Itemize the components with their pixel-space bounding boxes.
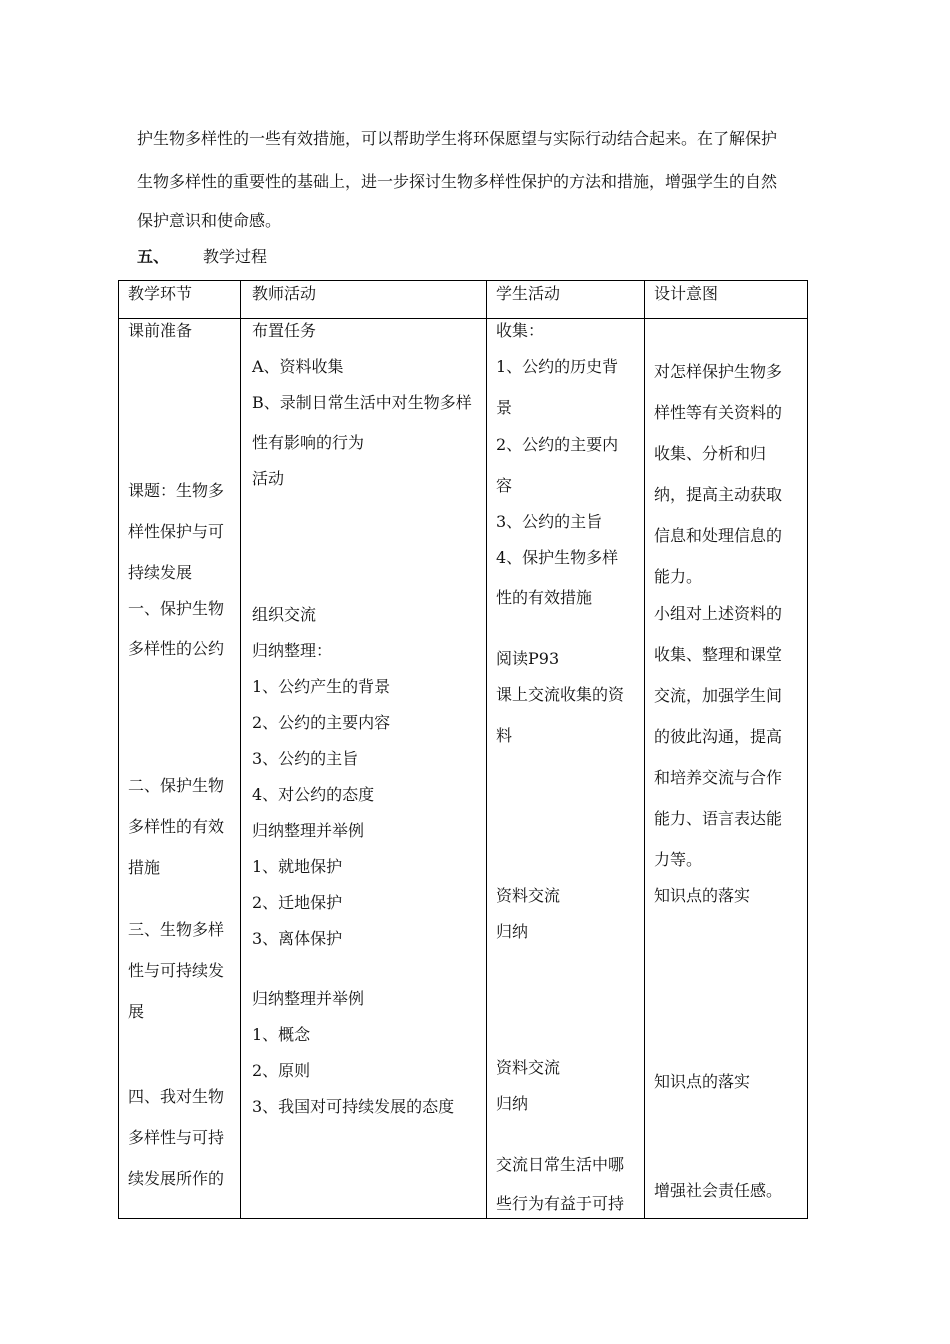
student-line: 课上交流收集的资: [496, 685, 625, 704]
intent-line: 的彼此沟通，提高: [654, 727, 783, 746]
intent-line: 收集、整理和课堂: [654, 645, 783, 664]
student-line: 性的有效措施: [496, 588, 593, 607]
header-stage: 教学环节: [128, 284, 193, 303]
intro-line-2: 生物多样性的重要性的基础上，进一步探讨生物多样性保护的方法和措施，增强学生的自然: [137, 172, 778, 191]
student-line: 交流日常生活中哪: [496, 1155, 625, 1174]
intent-line: 能力。: [654, 567, 703, 586]
teacher-line: 1、就地保护: [252, 857, 343, 876]
stage-line: 多样性与可持: [128, 1128, 225, 1147]
student-line: 4、保护生物多样: [496, 548, 619, 567]
teacher-line: 活动: [252, 469, 285, 488]
intent-line: 纳，提高主动获取: [654, 485, 783, 504]
intent-line: 和培养交流与合作: [654, 768, 783, 787]
student-line: 些行为有益于可持: [496, 1194, 625, 1213]
col-border-2: [486, 280, 487, 1219]
student-line: 容: [496, 476, 513, 495]
teacher-line: 2、原则: [252, 1061, 311, 1080]
stage-line: 三、生物多样: [128, 920, 225, 939]
header-intent: 设计意图: [654, 284, 719, 303]
header-teacher: 教师活动: [252, 284, 317, 303]
teacher-line: 3、我国对可持续发展的态度: [252, 1097, 455, 1116]
student-line: 收集：: [496, 321, 545, 340]
table-border-top: [118, 280, 808, 281]
teacher-line: 2、公约的主要内容: [252, 713, 391, 732]
header-divider: [118, 318, 808, 319]
table-border-bottom: [118, 1218, 808, 1219]
stage-line: 持续发展: [128, 563, 193, 582]
intro-line-1: 护生物多样性的一些有效措施，可以帮助学生将环保愿望与实际行动结合起来。在了解保护: [137, 129, 778, 148]
intent-line: 交流，加强学生间: [654, 686, 783, 705]
teacher-line: 组织交流: [252, 605, 317, 624]
student-line: 阅读P93: [496, 649, 560, 668]
stage-line: 课题：生物多: [128, 481, 225, 500]
teacher-line: A、资料收集: [252, 357, 344, 376]
student-line: 归纳: [496, 1094, 529, 1113]
intent-line: 信息和处理信息的: [654, 526, 783, 545]
stage-line: 性与可持续发: [128, 961, 225, 980]
stage-line: 一、保护生物: [128, 599, 225, 618]
stage-line: 四、我对生物: [128, 1087, 225, 1106]
teacher-line: 3、离体保护: [252, 929, 343, 948]
stage-line: 续发展所作的: [128, 1169, 225, 1188]
stage-line: 多样性的公约: [128, 639, 225, 658]
teacher-line: 1、公约产生的背景: [252, 677, 391, 696]
teacher-line: 归纳整理：: [252, 641, 333, 660]
stage-line: 课前准备: [128, 321, 193, 340]
intent-line: 增强社会责任感。: [654, 1181, 783, 1200]
stage-line: 样性保护与可: [128, 522, 225, 541]
intent-line: 小组对上述资料的: [654, 604, 783, 623]
teacher-line: B、录制日常生活中对生物多样: [252, 393, 472, 412]
teacher-line: 归纳整理并举例: [252, 989, 365, 1008]
teacher-line: 归纳整理并举例: [252, 821, 365, 840]
section-heading: [137, 244, 267, 267]
student-line: 1、公约的历史背: [496, 357, 619, 376]
teacher-line: 4、对公约的态度: [252, 785, 375, 804]
student-line: 资料交流: [496, 1058, 561, 1077]
col-border-0: [118, 280, 119, 1219]
intent-line: 力等。: [654, 850, 703, 869]
student-line: 料: [496, 726, 513, 745]
student-line: 3、公约的主旨: [496, 512, 603, 531]
intent-line: 样性等有关资料的: [654, 403, 783, 422]
teacher-line: 布置任务: [252, 321, 317, 340]
student-line: 归纳: [496, 922, 529, 941]
section-number: 五、: [137, 247, 170, 266]
col-border-4: [807, 280, 808, 1219]
intent-line: 收集、分析和归: [654, 444, 767, 463]
intent-line: 知识点的落实: [654, 1072, 751, 1091]
stage-line: 措施: [128, 858, 161, 877]
intent-line: 能力、语言表达能: [654, 809, 783, 828]
col-border-3: [644, 280, 645, 1219]
student-line: 资料交流: [496, 886, 561, 905]
stage-line: 二、保护生物: [128, 776, 225, 795]
intent-line: 知识点的落实: [654, 886, 751, 905]
header-student: 学生活动: [496, 284, 561, 303]
teacher-line: 2、迁地保护: [252, 893, 343, 912]
intent-line: 对怎样保护生物多: [654, 362, 783, 381]
student-line: 2、公约的主要内: [496, 435, 619, 454]
teacher-line: 1、概念: [252, 1025, 311, 1044]
student-line: 景: [496, 398, 513, 417]
stage-line: 多样性的有效: [128, 817, 225, 836]
teacher-line: 3、公约的主旨: [252, 749, 359, 768]
lesson-process-table: [118, 280, 808, 1219]
teacher-line: 性有影响的行为: [252, 433, 365, 452]
section-title: 教学过程: [203, 247, 268, 266]
col-border-1: [240, 280, 241, 1219]
intro-line-3: 保护意识和使命感。: [137, 211, 282, 230]
stage-line: 展: [128, 1002, 145, 1021]
